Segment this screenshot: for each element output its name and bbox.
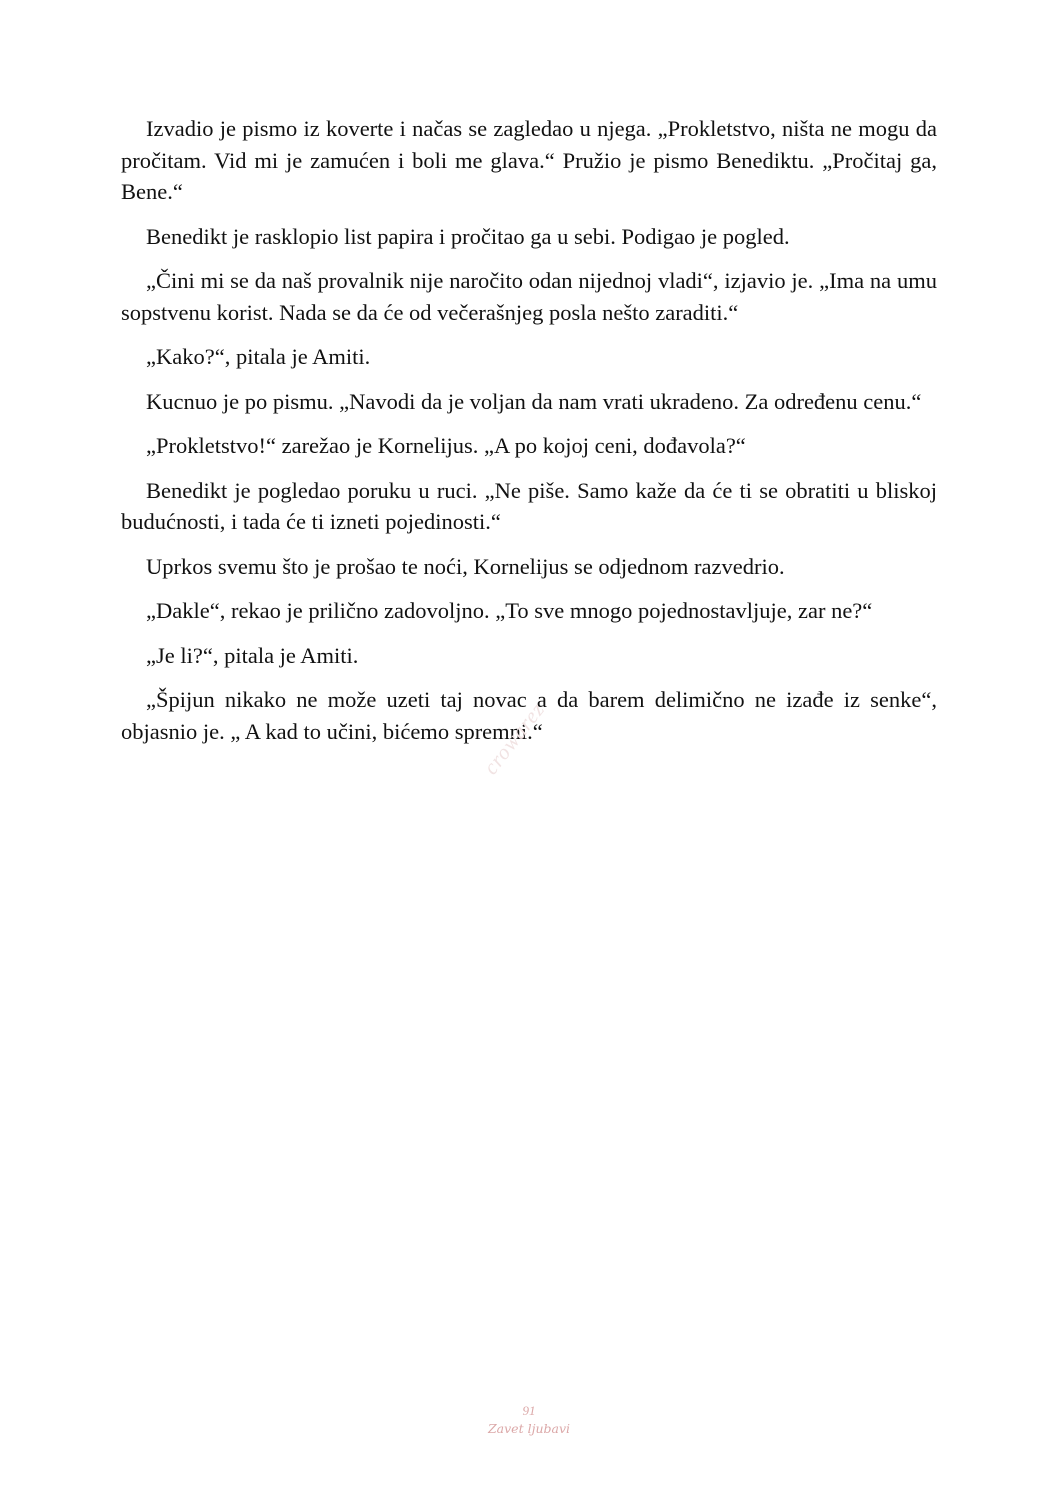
paragraph: „Prokletstvo!“ zarežao je Kornelijus. „A po kojoj ceni, dođavola?“ xyxy=(146,433,746,458)
body-text xyxy=(121,113,937,760)
paragraph: „Špijun nikako ne može uzeti taj novac a da barem delimično ne izađe iz senke“, objasnio je. „ A kad to učini, bićemo spremni.“ xyxy=(121,687,937,744)
paragraph: Kucnuo je po pismu. „Navodi da je voljan da nam vrati ukradeno. Za određenu cenu.“ xyxy=(146,388,922,414)
page-footer xyxy=(0,1402,1058,1438)
paragraph: Uprkos svemu što je prošao te noći, Kornelijus se odjednom razvedrio. xyxy=(146,553,785,579)
page-number: 91 xyxy=(522,1403,536,1418)
book-title: Zavet ljubavi xyxy=(487,1421,571,1436)
paragraph: Benedikt je pogledao poruku u ruci. „Ne piše. Samo kaže da će ti se obratiti u bliskoj budućnosti, i tada će ti izneti pojedinosti.“ xyxy=(121,477,937,534)
paragraph: „Je li?“, pitala je Amiti. xyxy=(146,642,359,668)
paragraph: Benedikt je rasklopio list papira i pročitao ga u sebi. Podigao je pogled. xyxy=(146,223,790,249)
watermark: crowarez xyxy=(478,697,550,779)
paragraph: „Dakle“, rekao je prilično zadovoljno. „To sve mnogo pojednostavljuje, zar ne?“ xyxy=(146,598,873,623)
paragraph: „Čini mi se da naš provalnik nije naročito odan nijednoj vladi“, izjavio je. „Ima na umu sopstvenu korist. Nada se da će od večerašnjeg posla nešto zaraditi.“ xyxy=(121,268,937,325)
paragraph: Izvadio je pismo iz koverte i načas se zagledao u njega. „Prokletstvo, ništa ne mogu da pročitam. Vid mi je zamućen i boli me glava.“ Pružio je pismo Benediktu. „Pročitaj ga, Bene.“ xyxy=(121,116,937,204)
paragraph: „Kako?“, pitala je Amiti. xyxy=(146,344,371,369)
